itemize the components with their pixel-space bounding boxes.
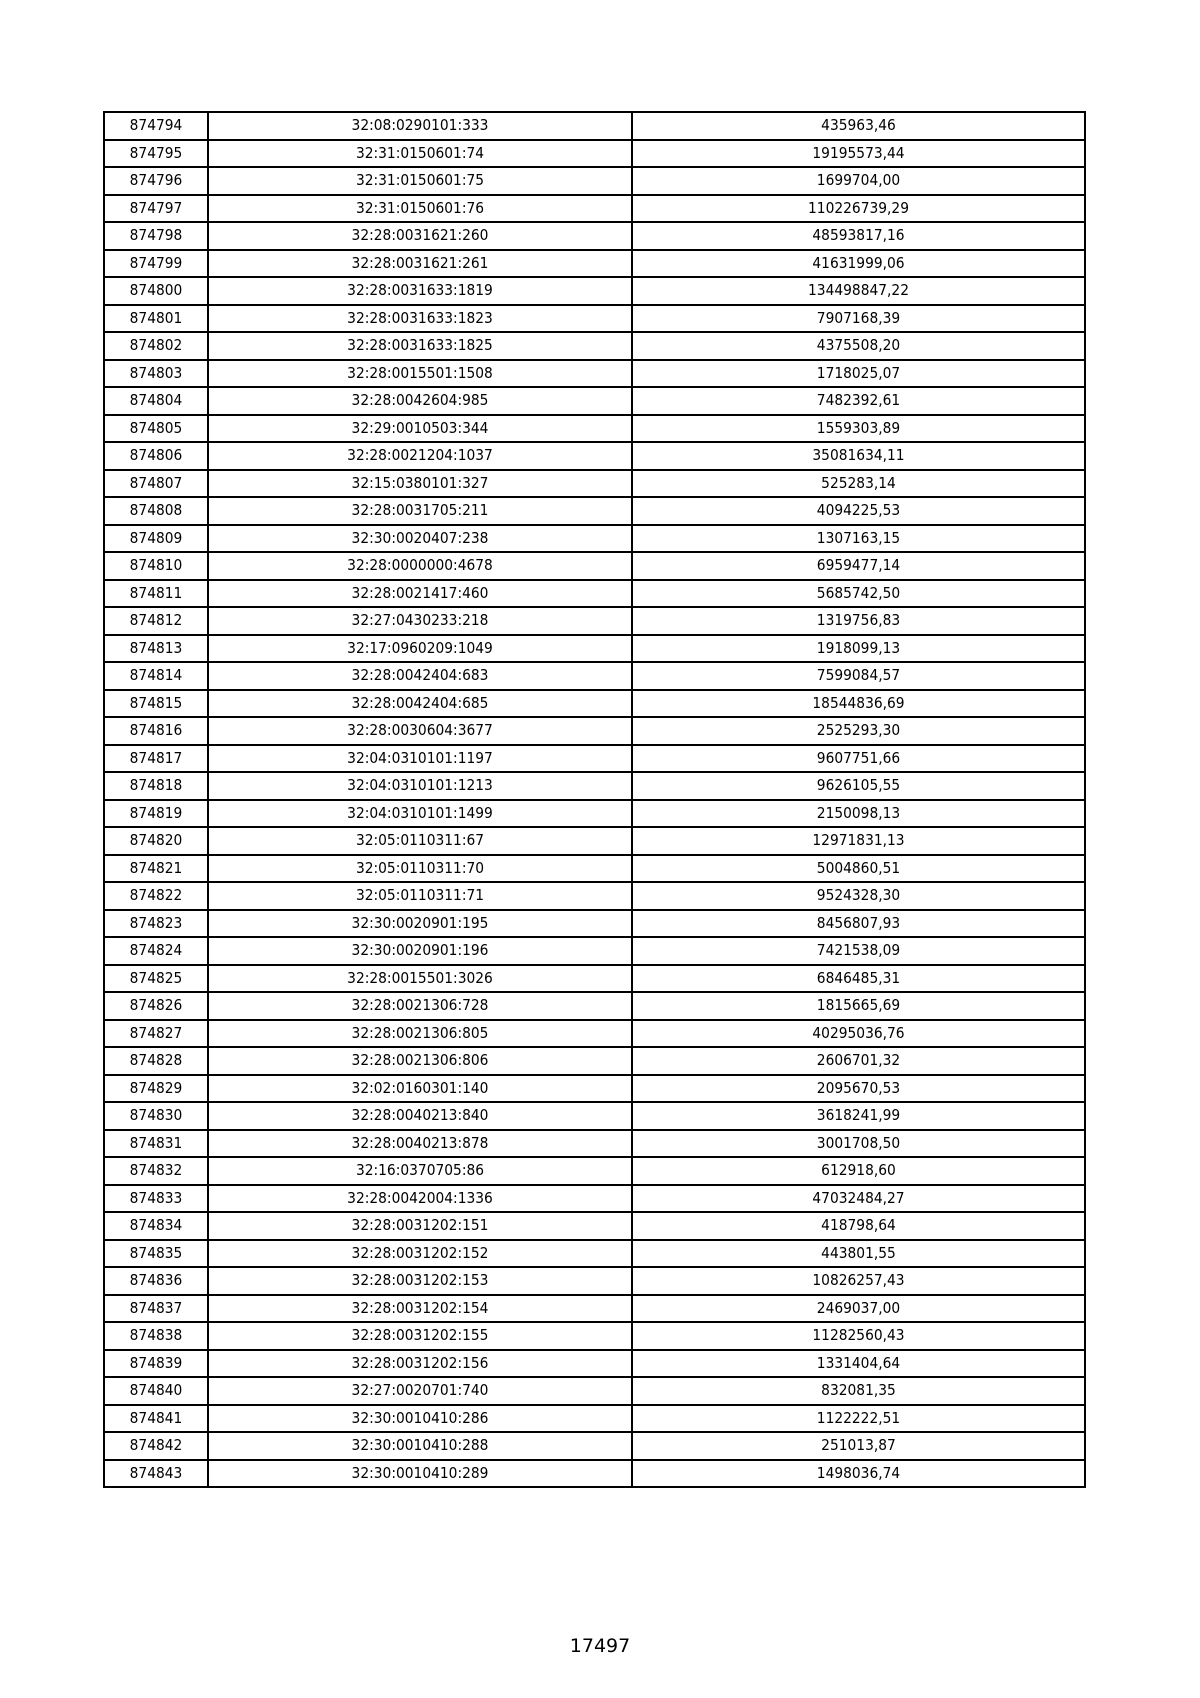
row-number-cell: 874823 bbox=[108, 910, 204, 938]
cadastral-number-cell: 32:28:0000000:4678 bbox=[225, 552, 615, 580]
value-cell: 525283,14 bbox=[650, 470, 1067, 498]
cadastral-number-cell: 32:15:0380101:327 bbox=[225, 470, 615, 498]
cadastral-number-cell: 32:28:0021306:728 bbox=[225, 992, 615, 1020]
row-number-cell: 874798 bbox=[108, 222, 204, 250]
row-number-cell: 874819 bbox=[108, 800, 204, 828]
cadastral-number-cell: 32:27:0020701:740 bbox=[225, 1377, 615, 1405]
value-cell: 1498036,74 bbox=[650, 1460, 1067, 1488]
data-table bbox=[103, 111, 1086, 1488]
table-row bbox=[104, 195, 1085, 223]
cadastral-number-cell: 32:28:0031202:156 bbox=[225, 1350, 615, 1378]
table-row bbox=[104, 635, 1085, 663]
cadastral-number-cell: 32:05:0110311:67 bbox=[225, 827, 615, 855]
table-row bbox=[104, 167, 1085, 195]
row-number-cell: 874818 bbox=[108, 772, 204, 800]
cadastral-number-cell: 32:08:0290101:333 bbox=[225, 112, 615, 140]
value-cell: 110226739,29 bbox=[650, 195, 1067, 223]
value-cell: 47032484,27 bbox=[650, 1185, 1067, 1213]
table-row bbox=[104, 1185, 1085, 1213]
table-row bbox=[104, 690, 1085, 718]
row-number-cell: 874821 bbox=[108, 855, 204, 883]
row-number-cell: 874812 bbox=[108, 607, 204, 635]
row-number-cell: 874820 bbox=[108, 827, 204, 855]
cadastral-number-cell: 32:04:0310101:1197 bbox=[225, 745, 615, 773]
cadastral-number-cell: 32:17:0960209:1049 bbox=[225, 635, 615, 663]
row-number-cell: 874811 bbox=[108, 580, 204, 608]
table-row bbox=[104, 140, 1085, 168]
cadastral-number-cell: 32:28:0021204:1037 bbox=[225, 442, 615, 470]
row-number-cell: 874814 bbox=[108, 662, 204, 690]
cadastral-number-cell: 32:28:0031621:261 bbox=[225, 250, 615, 278]
table-row bbox=[104, 1157, 1085, 1185]
cadastral-number-cell: 32:04:0310101:1499 bbox=[225, 800, 615, 828]
value-cell: 4375508,20 bbox=[650, 332, 1067, 360]
value-cell: 4094225,53 bbox=[650, 497, 1067, 525]
value-cell: 6846485,31 bbox=[650, 965, 1067, 993]
value-cell: 5685742,50 bbox=[650, 580, 1067, 608]
row-number-cell: 874838 bbox=[108, 1322, 204, 1350]
table-row bbox=[104, 360, 1085, 388]
value-cell: 7599084,57 bbox=[650, 662, 1067, 690]
value-cell: 7482392,61 bbox=[650, 387, 1067, 415]
value-cell: 35081634,11 bbox=[650, 442, 1067, 470]
table-row bbox=[104, 442, 1085, 470]
row-number-cell: 874827 bbox=[108, 1020, 204, 1048]
row-number-cell: 874797 bbox=[108, 195, 204, 223]
row-number-cell: 874829 bbox=[108, 1075, 204, 1103]
row-number-cell: 874839 bbox=[108, 1350, 204, 1378]
table-row bbox=[104, 470, 1085, 498]
row-number-cell: 874835 bbox=[108, 1240, 204, 1268]
cadastral-number-cell: 32:04:0310101:1213 bbox=[225, 772, 615, 800]
table-row bbox=[104, 1047, 1085, 1075]
value-cell: 435963,46 bbox=[650, 112, 1067, 140]
cadastral-number-cell: 32:28:0021306:806 bbox=[225, 1047, 615, 1075]
page-number: 17497 bbox=[569, 1635, 631, 1657]
table-row bbox=[104, 305, 1085, 333]
table-row bbox=[104, 1295, 1085, 1323]
value-cell: 10826257,43 bbox=[650, 1267, 1067, 1295]
value-cell: 40295036,76 bbox=[650, 1020, 1067, 1048]
value-cell: 1815665,69 bbox=[650, 992, 1067, 1020]
table-row bbox=[104, 965, 1085, 993]
row-number-cell: 874799 bbox=[108, 250, 204, 278]
row-number-cell: 874826 bbox=[108, 992, 204, 1020]
row-number-cell: 874796 bbox=[108, 167, 204, 195]
row-number-cell: 874806 bbox=[108, 442, 204, 470]
cadastral-number-cell: 32:30:0010410:288 bbox=[225, 1432, 615, 1460]
cadastral-number-cell: 32:28:0040213:878 bbox=[225, 1130, 615, 1158]
value-cell: 3618241,99 bbox=[650, 1102, 1067, 1130]
row-number-cell: 874841 bbox=[108, 1405, 204, 1433]
table-row bbox=[104, 772, 1085, 800]
row-number-cell: 874837 bbox=[108, 1295, 204, 1323]
value-cell: 18544836,69 bbox=[650, 690, 1067, 718]
row-number-cell: 874840 bbox=[108, 1377, 204, 1405]
table-row bbox=[104, 1020, 1085, 1048]
table-row bbox=[104, 1432, 1085, 1460]
table-row bbox=[104, 222, 1085, 250]
table-row bbox=[104, 497, 1085, 525]
row-number-cell: 874828 bbox=[108, 1047, 204, 1075]
cadastral-number-cell: 32:28:0042604:985 bbox=[225, 387, 615, 415]
cadastral-number-cell: 32:31:0150601:76 bbox=[225, 195, 615, 223]
value-cell: 8456807,93 bbox=[650, 910, 1067, 938]
value-cell: 134498847,22 bbox=[650, 277, 1067, 305]
table-row bbox=[104, 882, 1085, 910]
row-number-cell: 874831 bbox=[108, 1130, 204, 1158]
table-row bbox=[104, 800, 1085, 828]
table-row bbox=[104, 112, 1085, 140]
value-cell: 1559303,89 bbox=[650, 415, 1067, 443]
cadastral-number-cell: 32:30:0010410:286 bbox=[225, 1405, 615, 1433]
value-cell: 7421538,09 bbox=[650, 937, 1067, 965]
table-row bbox=[104, 910, 1085, 938]
value-cell: 9607751,66 bbox=[650, 745, 1067, 773]
cadastral-number-cell: 32:27:0430233:218 bbox=[225, 607, 615, 635]
table-row bbox=[104, 745, 1085, 773]
table-row bbox=[104, 992, 1085, 1020]
row-number-cell: 874843 bbox=[108, 1460, 204, 1488]
row-number-cell: 874822 bbox=[108, 882, 204, 910]
value-cell: 11282560,43 bbox=[650, 1322, 1067, 1350]
cadastral-number-cell: 32:28:0031633:1823 bbox=[225, 305, 615, 333]
cadastral-number-cell: 32:28:0031202:154 bbox=[225, 1295, 615, 1323]
row-number-cell: 874803 bbox=[108, 360, 204, 388]
table-row bbox=[104, 1130, 1085, 1158]
value-cell: 7907168,39 bbox=[650, 305, 1067, 333]
value-cell: 41631999,06 bbox=[650, 250, 1067, 278]
row-number-cell: 874801 bbox=[108, 305, 204, 333]
table-row bbox=[104, 855, 1085, 883]
cadastral-number-cell: 32:30:0020901:196 bbox=[225, 937, 615, 965]
row-number-cell: 874795 bbox=[108, 140, 204, 168]
row-number-cell: 874794 bbox=[108, 112, 204, 140]
cadastral-number-cell: 32:28:0031705:211 bbox=[225, 497, 615, 525]
cadastral-number-cell: 32:28:0030604:3677 bbox=[225, 717, 615, 745]
table-row bbox=[104, 580, 1085, 608]
cadastral-number-cell: 32:30:0020407:238 bbox=[225, 525, 615, 553]
value-cell: 3001708,50 bbox=[650, 1130, 1067, 1158]
table-row bbox=[104, 937, 1085, 965]
table-row bbox=[104, 1267, 1085, 1295]
cadastral-number-cell: 32:28:0040213:840 bbox=[225, 1102, 615, 1130]
cadastral-number-cell: 32:28:0015501:1508 bbox=[225, 360, 615, 388]
cadastral-number-cell: 32:28:0042404:685 bbox=[225, 690, 615, 718]
value-cell: 19195573,44 bbox=[650, 140, 1067, 168]
table-row bbox=[104, 1075, 1085, 1103]
cadastral-number-cell: 32:28:0021306:805 bbox=[225, 1020, 615, 1048]
value-cell: 612918,60 bbox=[650, 1157, 1067, 1185]
table-row bbox=[104, 1460, 1085, 1488]
value-cell: 9524328,30 bbox=[650, 882, 1067, 910]
table-row bbox=[104, 1377, 1085, 1405]
table-row bbox=[104, 1240, 1085, 1268]
row-number-cell: 874816 bbox=[108, 717, 204, 745]
table-row bbox=[104, 332, 1085, 360]
row-number-cell: 874824 bbox=[108, 937, 204, 965]
row-number-cell: 874813 bbox=[108, 635, 204, 663]
table-row bbox=[104, 1405, 1085, 1433]
cadastral-number-cell: 32:16:0370705:86 bbox=[225, 1157, 615, 1185]
cadastral-number-cell: 32:30:0010410:289 bbox=[225, 1460, 615, 1488]
table-row bbox=[104, 525, 1085, 553]
cadastral-number-cell: 32:28:0031633:1819 bbox=[225, 277, 615, 305]
cadastral-number-cell: 32:28:0031202:152 bbox=[225, 1240, 615, 1268]
table-body bbox=[104, 112, 1085, 1487]
cadastral-number-cell: 32:28:0031202:155 bbox=[225, 1322, 615, 1350]
row-number-cell: 874807 bbox=[108, 470, 204, 498]
cadastral-number-cell: 32:31:0150601:74 bbox=[225, 140, 615, 168]
table-row bbox=[104, 277, 1085, 305]
value-cell: 443801,55 bbox=[650, 1240, 1067, 1268]
table-row bbox=[104, 250, 1085, 278]
value-cell: 2095670,53 bbox=[650, 1075, 1067, 1103]
value-cell: 2469037,00 bbox=[650, 1295, 1067, 1323]
value-cell: 1699704,00 bbox=[650, 167, 1067, 195]
row-number-cell: 874804 bbox=[108, 387, 204, 415]
cadastral-number-cell: 32:28:0042404:683 bbox=[225, 662, 615, 690]
value-cell: 832081,35 bbox=[650, 1377, 1067, 1405]
table-row bbox=[104, 1212, 1085, 1240]
row-number-cell: 874815 bbox=[108, 690, 204, 718]
cadastral-number-cell: 32:05:0110311:70 bbox=[225, 855, 615, 883]
cadastral-number-cell: 32:30:0020901:195 bbox=[225, 910, 615, 938]
table-row bbox=[104, 662, 1085, 690]
row-number-cell: 874833 bbox=[108, 1185, 204, 1213]
value-cell: 5004860,51 bbox=[650, 855, 1067, 883]
table-row bbox=[104, 1102, 1085, 1130]
cadastral-number-cell: 32:28:0031202:153 bbox=[225, 1267, 615, 1295]
table-row bbox=[104, 552, 1085, 580]
row-number-cell: 874836 bbox=[108, 1267, 204, 1295]
cadastral-number-cell: 32:28:0031633:1825 bbox=[225, 332, 615, 360]
cadastral-number-cell: 32:29:0010503:344 bbox=[225, 415, 615, 443]
value-cell: 1122222,51 bbox=[650, 1405, 1067, 1433]
value-cell: 9626105,55 bbox=[650, 772, 1067, 800]
value-cell: 2525293,30 bbox=[650, 717, 1067, 745]
table-row bbox=[104, 387, 1085, 415]
value-cell: 1319756,83 bbox=[650, 607, 1067, 635]
cadastral-number-cell: 32:05:0110311:71 bbox=[225, 882, 615, 910]
cadastral-number-cell: 32:28:0015501:3026 bbox=[225, 965, 615, 993]
row-number-cell: 874834 bbox=[108, 1212, 204, 1240]
table-row bbox=[104, 827, 1085, 855]
cadastral-number-cell: 32:28:0021417:460 bbox=[225, 580, 615, 608]
value-cell: 418798,64 bbox=[650, 1212, 1067, 1240]
value-cell: 1307163,15 bbox=[650, 525, 1067, 553]
table-row bbox=[104, 1322, 1085, 1350]
cadastral-number-cell: 32:31:0150601:75 bbox=[225, 167, 615, 195]
value-cell: 1331404,64 bbox=[650, 1350, 1067, 1378]
row-number-cell: 874842 bbox=[108, 1432, 204, 1460]
table-row bbox=[104, 607, 1085, 635]
row-number-cell: 874805 bbox=[108, 415, 204, 443]
table-row bbox=[104, 717, 1085, 745]
value-cell: 1918099,13 bbox=[650, 635, 1067, 663]
table-row bbox=[104, 415, 1085, 443]
row-number-cell: 874832 bbox=[108, 1157, 204, 1185]
row-number-cell: 874802 bbox=[108, 332, 204, 360]
cadastral-number-cell: 32:28:0031202:151 bbox=[225, 1212, 615, 1240]
row-number-cell: 874830 bbox=[108, 1102, 204, 1130]
row-number-cell: 874817 bbox=[108, 745, 204, 773]
cadastral-number-cell: 32:28:0042004:1336 bbox=[225, 1185, 615, 1213]
table-row bbox=[104, 1350, 1085, 1378]
row-number-cell: 874825 bbox=[108, 965, 204, 993]
cadastral-number-cell: 32:02:0160301:140 bbox=[225, 1075, 615, 1103]
value-cell: 48593817,16 bbox=[650, 222, 1067, 250]
row-number-cell: 874809 bbox=[108, 525, 204, 553]
value-cell: 2606701,32 bbox=[650, 1047, 1067, 1075]
row-number-cell: 874800 bbox=[108, 277, 204, 305]
value-cell: 1718025,07 bbox=[650, 360, 1067, 388]
value-cell: 251013,87 bbox=[650, 1432, 1067, 1460]
row-number-cell: 874808 bbox=[108, 497, 204, 525]
value-cell: 6959477,14 bbox=[650, 552, 1067, 580]
value-cell: 12971831,13 bbox=[650, 827, 1067, 855]
value-cell: 2150098,13 bbox=[650, 800, 1067, 828]
row-number-cell: 874810 bbox=[108, 552, 204, 580]
cadastral-number-cell: 32:28:0031621:260 bbox=[225, 222, 615, 250]
